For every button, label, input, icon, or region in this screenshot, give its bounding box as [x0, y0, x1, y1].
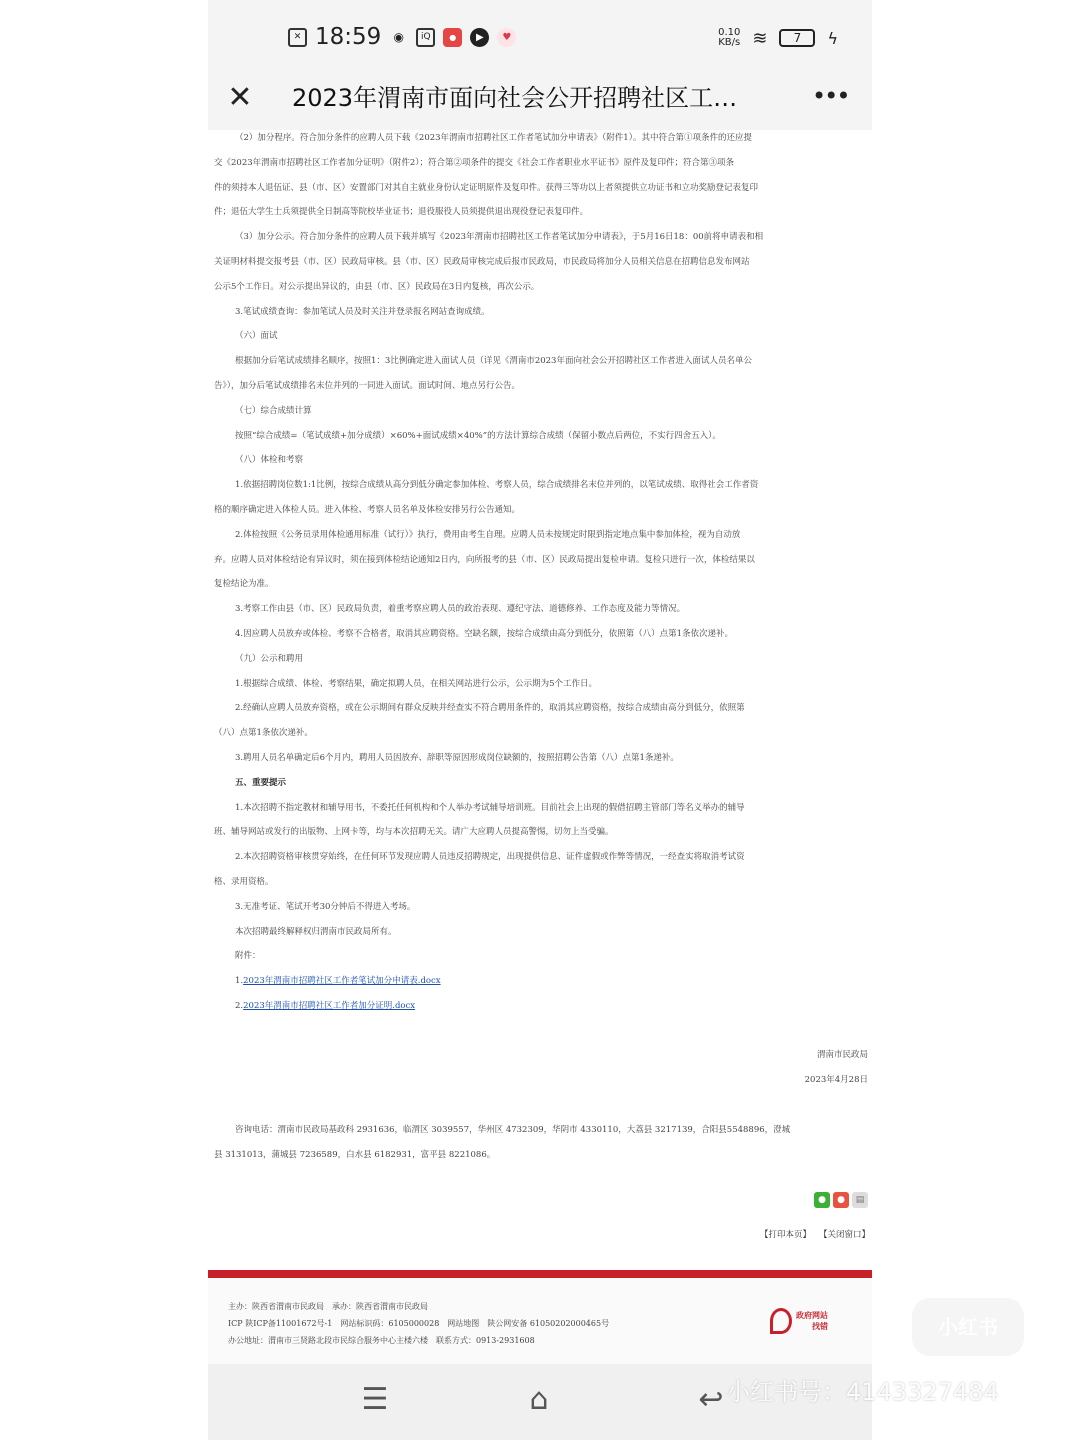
pink-app-icon: ♥: [497, 28, 516, 47]
signature-date: 2023年4月28日: [804, 1075, 868, 1086]
footer-address: 办公地址：渭南市三贤路北段市民综合服务中心主楼六楼 联系方式：0913-2931608: [228, 1336, 535, 1345]
article-line: （3）加分公示。符合加分条件的应聘人员下载并填写《2023年渭南市招聘社区工作者笔试加分申请表》，于5月16日18：00前将申请表和相: [235, 232, 764, 243]
player-icon: ▶: [470, 28, 489, 47]
phone-screen: [208, 0, 872, 1440]
watermark-logo: 小红书: [912, 1298, 1024, 1356]
browser-header: [208, 70, 872, 130]
site-footer: [208, 1278, 872, 1364]
footer-sponsor: 主办：陕西省渭南市民政局 承办：陕西省渭南市民政局: [228, 1302, 428, 1311]
status-time: 18:59: [315, 24, 382, 50]
article-line: 格、录用资格。: [214, 876, 274, 887]
gov-site-badge[interactable]: 政府网站 找错: [770, 1306, 840, 1336]
article-line: 3.聘用人员名单确定后6个月内，聘用人员因放弃、辞职等原因形成岗位缺额的，按照招聘公告第（八）点第1条递补。: [235, 752, 679, 763]
article-line: （2）加分程序。符合加分条件的应聘人员下载《2023年渭南市招聘社区工作者笔试加分申请表》（附件1）。其中符合第①项条件的还应提: [235, 133, 752, 143]
article-line: 件的须持本人退伍证、县（市、区）安置部门对其自主就业身份认定证明原件及复印件。获得三等功以上者须提供立功证书和立功奖励登记表复印: [214, 182, 759, 193]
wifi-icon: ≋: [752, 27, 768, 49]
weibo-share-icon[interactable]: ●: [833, 1192, 849, 1208]
gov-badge-icon: [770, 1308, 792, 1334]
back-nav-button[interactable]: ↩: [698, 1382, 724, 1417]
watermark-id: 小红书号：4143327484: [726, 1378, 999, 1406]
article-line: 弃。应聘人员对体检结论有异议时，须在接到体检结论通知2日内，向所报考的县（市、区）民政局提出复检申请。复检只进行一次，体检结果以: [214, 554, 755, 565]
article-line: 2.体检按照《公务员录用体检通用标准（试行）》执行，费用由考生自理。应聘人员未按规定时限到指定地点集中参加体检，视为自动放: [235, 529, 741, 540]
share-icons: [814, 1192, 868, 1208]
article-line: （六）面试: [235, 331, 278, 342]
red-app-icon: ●: [443, 28, 462, 47]
network-speed: 0.10 KB/s: [718, 27, 741, 48]
article-line: 3.笔试成绩查询：参加笔试人员及时关注并登录报名网站查询成绩。: [235, 306, 490, 317]
wechat-share-icon[interactable]: ●: [814, 1192, 830, 1208]
signature-org: 渭南市民政局: [816, 1050, 868, 1061]
article-line: 按照“综合成绩=（笔试成绩+加分成绩）×60%+面试成绩×40%”的方法计算综合成绩（保留小数点后两位，不实行四舍五入）。: [235, 430, 721, 441]
article-line: 关证明材料提交报考县（市、区）民政局审核。县（市、区）民政局审核完成后报市民政局，市民政局将加分人员相关信息在招聘信息发布网站: [214, 256, 750, 267]
article-line: 公示5个工作日。对公示提出异议的，由县（市、区）民政局在3日内复核，再次公示。: [214, 281, 540, 292]
article-line: 五、重要提示: [235, 777, 287, 788]
status-left: [288, 20, 516, 54]
article-line: 交《2023年渭南市招聘社区工作者加分证明》（附件2）；符合第②项条件的提交《社会工作者职业水平证书》原件及复印件；符合第③项条: [214, 157, 735, 168]
attachment-link-2[interactable]: 2.2023年渭南市招聘社区工作者加分证明.docx: [235, 1000, 416, 1011]
article-line: 1.根据综合成绩、体检、考察结果，确定拟聘人员，在相关网站进行公示，公示期为5个工作日。: [235, 678, 598, 689]
article-line: 告》），加分后笔试成绩排名末位并列的一同进入面试。面试时间、地点另行公告。: [214, 380, 521, 391]
close-window-link[interactable]: 【关闭窗口】: [818, 1230, 870, 1240]
contact-line-2: 县 3131013，蒲城县 7236589，白水县 6182931，富平县 8221086。: [214, 1149, 496, 1160]
attachment-link-1[interactable]: 1.2023年渭南市招聘社区工作者笔试加分申请表.docx: [235, 976, 441, 987]
article-line: 件；退伍大学生士兵须提供全日制高等院校毕业证书；退役服役人员须提供退出现役登记表复印件。: [214, 207, 589, 218]
article-line: 1.本次招聘不指定教材和辅导用书，不委托任何机构和个人举办考试辅导培训班。目前社会上出现的假借招聘主管部门等名义举办的辅导: [235, 802, 745, 813]
status-bar: [208, 0, 872, 70]
article-line: （八）点第1条依次递补。: [214, 728, 313, 739]
print-page-link[interactable]: 【打印本页】: [759, 1230, 811, 1240]
article-line: （八）体检和考察: [235, 455, 304, 466]
article-line: 附件：: [235, 951, 261, 962]
page-actions: [760, 1228, 870, 1240]
article-line: 3.考察工作由县（市、区）民政局负责，着重考察应聘人员的政治表现、遵纪守法、道德修养、工作态度及能力等情况。: [235, 604, 686, 615]
article-line: （七）综合成绩计算: [235, 405, 312, 416]
iqiyi-icon: iQ: [416, 28, 435, 47]
footer-divider: [208, 1270, 872, 1278]
home-nav-button[interactable]: ⌂: [529, 1382, 549, 1417]
article-line: 1.依据招聘岗位数1:1比例，按综合成绩从高分到低分确定参加体检、考察人员，综合成绩排名末位并列的，以笔试成绩、取得社会工作者资: [235, 480, 759, 491]
article-line: 2.本次招聘资格审核贯穿始终，在任何环节发现应聘人员违反招聘规定，出现提供信息、证件虚假或作弊等情况，一经查实将取消考试资: [235, 852, 745, 863]
weibo-icon: ◉: [393, 29, 405, 44]
more-options-button[interactable]: •••: [812, 82, 849, 110]
article-line: 根据加分后笔试成绩排名顺序，按照1：3比例确定进入面试人员（详见《渭南市2023年面向社会公开招聘社区工作者进入面试人员名单公: [235, 356, 752, 367]
article-line: 班、辅导网站或发行的出版物、上网卡等，均与本次招聘无关。请广大应聘人员提高警惕，切勿上当受骗。: [214, 827, 614, 838]
article-line: 3.无准考证、笔试开考30分钟后不得进入考场。: [235, 901, 416, 912]
charging-icon: ϟ: [827, 28, 838, 48]
article-content: [214, 126, 872, 1167]
article-line: 4.因应聘人员放弃或体检、考察不合格者，取消其应聘资格。空缺名额，按综合成绩由高分到低分，依照第（八）点第1条依次递补。: [235, 628, 734, 639]
battery-icon: 7: [779, 29, 815, 47]
article-line: 格的顺序确定进入体检人员。进入体检、考察人员名单及体检安排另行公告通知。: [214, 504, 521, 515]
article-line: （九）公示和聘用: [235, 653, 304, 664]
status-right: [718, 24, 838, 52]
menu-nav-button[interactable]: ☰: [361, 1382, 389, 1417]
footer-info: [228, 1298, 609, 1349]
article-line: 本次招聘最终解释权归渭南市民政局所有。: [235, 926, 397, 937]
article-line: 复检结论为准。: [214, 579, 274, 590]
contact-line-1: 咨询电话：渭南市民政局基政科 2931636，临渭区 3039557，华州区 4732309，华阴市 4330110，大荔县 3217139，合阳县5548896，澄城: [235, 1124, 791, 1135]
x-file-icon: ✕: [288, 28, 307, 47]
article-line: 2.经确认应聘人员放弃资格，或在公示期间有群众反映并经查实不符合聘用条件的，取消其应聘资格，按综合成绩由高分到低分，依照第: [235, 703, 745, 714]
close-button[interactable]: ✕: [227, 80, 253, 115]
footer-icp: ICP 陕ICP备11001672号-1 网站标识码：6105000028 网站地图 陕公网安备 61050202000465号: [228, 1319, 610, 1328]
print-share-icon[interactable]: ▤: [852, 1192, 868, 1208]
page-title: 2023年渭南市面向社会公开招聘社区工…: [292, 84, 738, 112]
